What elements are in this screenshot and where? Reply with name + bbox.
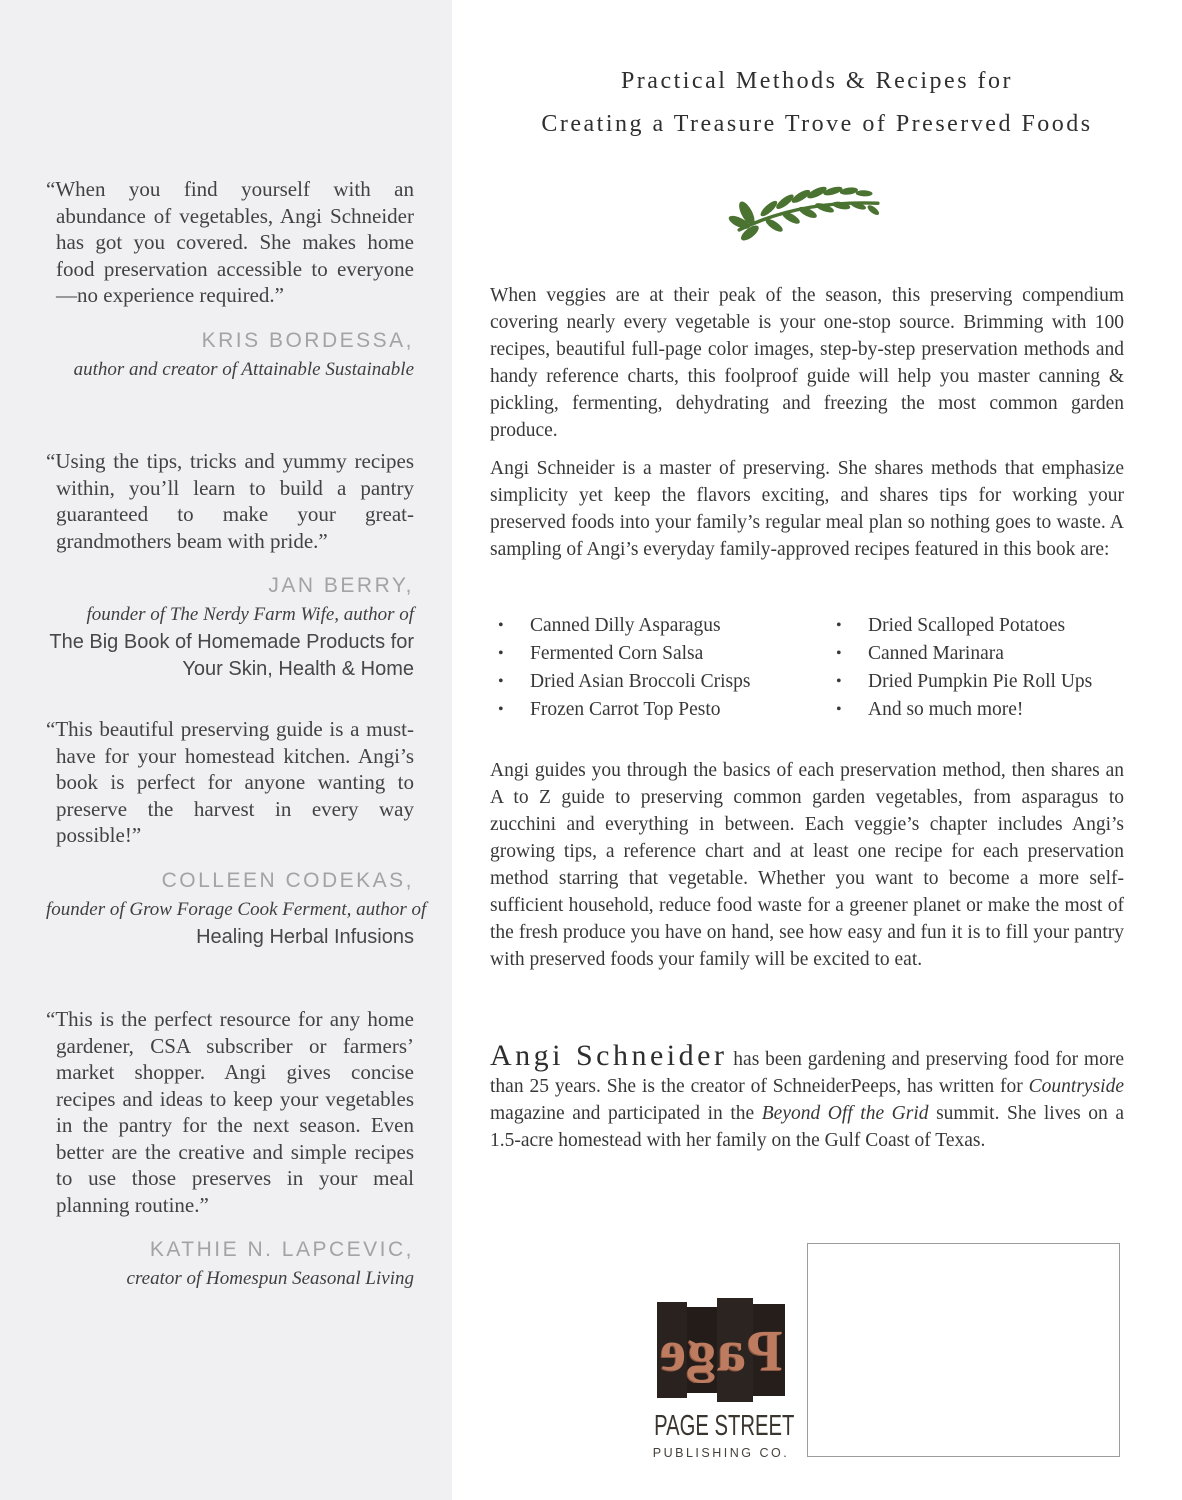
quote-credit-book-title: Healing Herbal Infusions bbox=[196, 925, 414, 948]
quote-attribution: KATHIE N. LAPCEVIC, bbox=[149, 1238, 414, 1261]
quote-block-1 bbox=[46, 176, 414, 382]
bio-summit-title: Beyond Off the Grid bbox=[761, 1103, 929, 1124]
recipe-item bbox=[490, 612, 828, 640]
recipe-label: Frozen Carrot Top Pesto bbox=[530, 699, 721, 720]
bio-magazine-title: Countryside bbox=[1028, 1076, 1124, 1097]
description-panel bbox=[452, 0, 1182, 1500]
quote-text: “Using the tips, tricks and yummy recipes within, you’ll learn to build a pantry guaranteed to make your great-grandmothers beam with pride.” bbox=[46, 449, 414, 553]
quote-credit: founder of The Nerdy Farm Wife, author of bbox=[86, 604, 414, 625]
quote-credit: creator of Homespun Seasonal Living bbox=[126, 1268, 414, 1289]
quote-block-4 bbox=[46, 1006, 414, 1291]
synopsis-paragraph-1: When veggies are at their peak of the season, this preserving compendium covering nearly every vegetable is your one-stop source. Brimming with 100 recipes, beautiful full-page color images, step-by-step preservation methods and handy reference charts, this foolproof guide will help you master canning & pickling, fermenting, dehydrating and freezing the most common garden produce. bbox=[490, 285, 1124, 441]
synopsis-paragraph-3: Angi guides you through the basics of each preservation method, then shares an A to Z guide to preserving common garden vegetables, from asparagus to zucchini and everything in between. Each veggie’s chapter includes Angi’s growing tips, a reference chart and at least one recipe for each preservation method starring that vegetable. Whether you want to become a more self-sufficient household, reduce food waste for a greener planet or make the most of the fresh produce you have on hand, see how easy and fun it is to fill your pantry with preserved foods your family will be excited to eat. bbox=[490, 760, 1124, 970]
recipe-sample-lists bbox=[490, 612, 1124, 724]
bullet-icon: • bbox=[498, 701, 504, 718]
quote-text: “This beautiful preserving guide is a must-have for your homestead kitchen. Angi’s book is perfect for anyone wanting to preserve the harvest in every way possible!” bbox=[46, 717, 414, 847]
author-name: Angi Schneider bbox=[490, 1039, 728, 1072]
bio-text: summit. She lives on a 1.5-acre homestead with her family on the Gulf Coast of Texas. bbox=[490, 1103, 1124, 1151]
quote-text: “This is the perfect resource for any home gardener, CSA subscriber or farmers’ market shopper. Angi gives concise recipes and ideas to keep your vegetables in the pantry for the next season. Even better are the creative and simple recipes to use those preserves in your meal planning routine.” bbox=[46, 1007, 414, 1217]
mirrored-page-text: Page bbox=[659, 1317, 783, 1383]
bullet-icon: • bbox=[836, 617, 842, 634]
recipe-label: Canned Marinara bbox=[868, 643, 1004, 664]
recipe-label: Dried Pumpkin Pie Roll Ups bbox=[868, 671, 1093, 692]
bio-text: has been gardening and preserving food for more than 25 years. She is the creator of SchneiderPeeps, has written for bbox=[490, 1049, 1124, 1097]
testimonial-panel bbox=[0, 0, 452, 1500]
quote-credit: author and creator of Attainable Sustainable bbox=[73, 358, 414, 380]
laurel-branch-icon bbox=[727, 178, 887, 246]
recipe-item bbox=[490, 696, 828, 724]
recipe-item bbox=[828, 612, 1124, 640]
recipe-item bbox=[828, 696, 1124, 724]
barcode-placeholder bbox=[807, 1243, 1120, 1457]
bullet-icon: • bbox=[498, 617, 504, 634]
recipe-label: Canned Dilly Asparagus bbox=[530, 615, 721, 636]
recipe-item bbox=[828, 640, 1124, 668]
bullet-icon: • bbox=[498, 673, 504, 690]
recipe-item bbox=[490, 668, 828, 696]
quote-block-3 bbox=[46, 716, 427, 951]
publisher-name: PAGE STREET bbox=[654, 1408, 795, 1442]
recipe-list-right bbox=[828, 612, 1124, 724]
quote-credit: founder of Grow Forage Cook Ferment, author of bbox=[46, 898, 427, 920]
bullet-icon: • bbox=[836, 645, 842, 662]
quote-attribution: KRIS BORDESSA, bbox=[201, 328, 414, 352]
quote-attribution: JAN BERRY, bbox=[268, 574, 414, 597]
quote-text: “When you find yourself with an abundance of vegetables, Angi Schneider has got you covered. She makes home food preservation accessible to everyone—no experience required.” bbox=[46, 177, 414, 307]
synopsis-paragraph-2: Angi Schneider is a master of preserving. She shares methods that emphasize simplicity yet keep the flavors exciting, and shares tips for working your preserved foods into your family’s regular meal plan so nothing goes to waste. A sampling of Angi’s everyday family-approved recipes featured in this book are: bbox=[490, 458, 1124, 560]
quote-block-2 bbox=[46, 448, 414, 683]
publisher-logo bbox=[645, 1298, 797, 1460]
letterpress-blocks-icon bbox=[657, 1298, 785, 1402]
book-tagline-line2: Creating a Treasure Trove of Preserved Foods bbox=[541, 111, 1093, 137]
recipe-item bbox=[828, 668, 1124, 696]
bullet-icon: • bbox=[836, 701, 842, 718]
recipe-list-left bbox=[490, 612, 828, 724]
bullet-icon: • bbox=[836, 673, 842, 690]
quote-attribution: COLLEEN CODEKAS, bbox=[161, 868, 414, 892]
recipe-label: Dried Asian Broccoli Crisps bbox=[530, 671, 751, 692]
recipe-item bbox=[490, 640, 828, 668]
recipe-label: Dried Scalloped Potatoes bbox=[868, 615, 1066, 636]
recipe-label: And so much more! bbox=[868, 699, 1024, 720]
quote-credit-book-title: The Big Book of Homemade Products for Your Skin, Health & Home bbox=[49, 631, 414, 680]
publisher-subtitle: PUBLISHING CO. bbox=[652, 1446, 790, 1460]
bio-text: magazine and participated in the bbox=[490, 1103, 762, 1124]
bullet-icon: • bbox=[498, 645, 504, 662]
book-tagline bbox=[472, 60, 1162, 146]
author-bio bbox=[490, 1039, 1124, 1154]
recipe-label: Fermented Corn Salsa bbox=[530, 643, 704, 664]
book-tagline-line1: Practical Methods & Recipes for bbox=[620, 68, 1014, 94]
